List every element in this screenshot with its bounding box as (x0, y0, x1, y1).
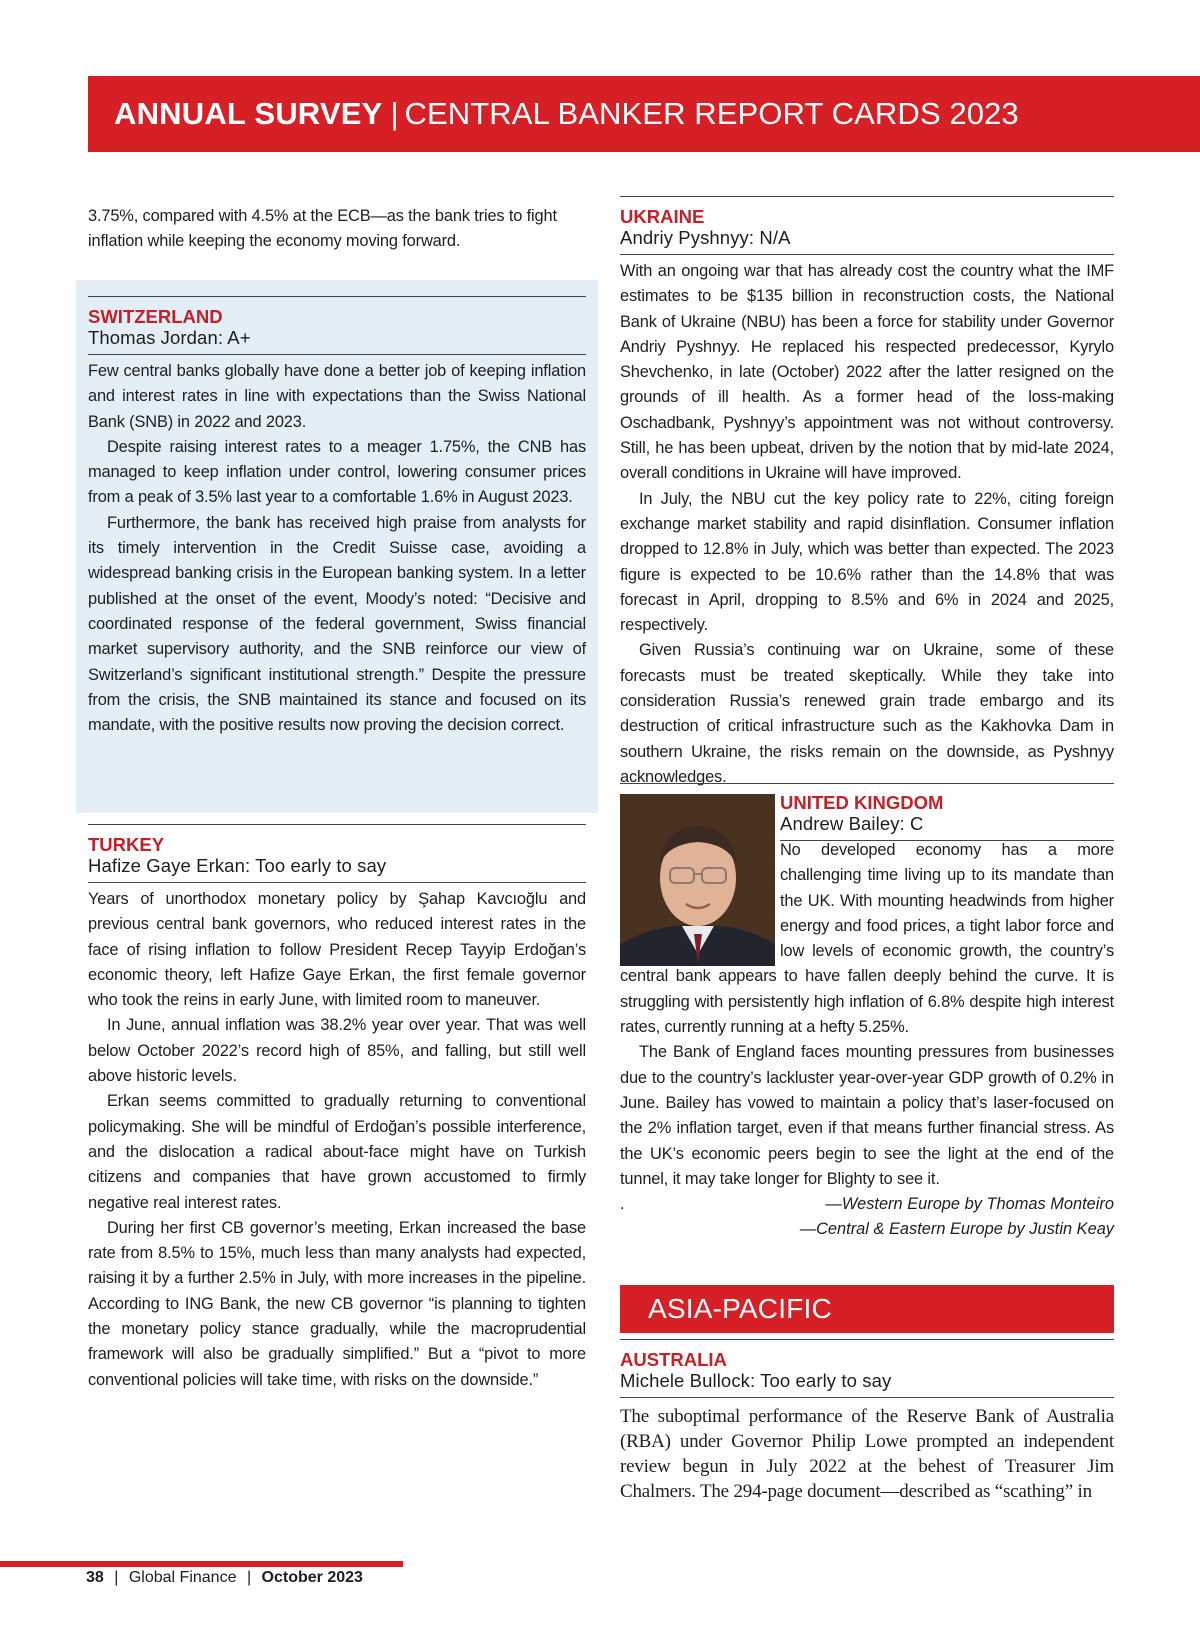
body-paragraph: In June, annual inflation was 38.2% year over year. That was well below October 2022’s record high of 85%, and falling, but still well above historic levels. (88, 1016, 586, 1086)
section-rule (620, 1339, 1114, 1340)
footer-separator: | (246, 1569, 252, 1586)
governor-grade: Andriy Pyshnyy: N/A (620, 227, 791, 248)
section-rule (88, 882, 586, 883)
intro-paragraph: 3.75%, compared with 4.5% at the ECB—as the bank tries to fight inflation while keeping the economy moving forward. (88, 207, 557, 251)
portrait-wrap-spacer (620, 838, 780, 964)
section-rule (620, 1397, 1114, 1398)
asia-pacific-heading: ASIA-PACIFIC (620, 1285, 1114, 1333)
footer-rule (0, 1561, 403, 1567)
body-paragraph: Given Russia’s continuing war on Ukraine, some of these forecasts must be treated skeptically. While they take into consideration Russia’s renewed grain trade embargo and its destruction of critical infrastructure such as the Kakhovka Dam in southern Ukraine, the risks remain on the downside, as Pyshnyy acknowledges. (620, 641, 1114, 786)
section-rule (88, 354, 586, 355)
body-paragraph: The suboptimal performance of the Reserve Bank of Australia (RBA) under Governor Philip Lowe prompted an independent review begun in July 2022 at the behest of Treasurer Jim Chalmers. The 294-page document—described as “scathing” in (620, 1406, 1114, 1502)
author-credits (620, 1192, 1114, 1243)
banner-subtitle: CENTRAL BANKER REPORT CARDS 2023 (404, 96, 1019, 131)
country-heading: UNITED KINGDOM (780, 792, 944, 813)
issue-date: October 2023 (261, 1569, 363, 1586)
uk-body (620, 838, 1114, 1243)
governor-grade: Thomas Jordan: A+ (88, 327, 251, 348)
country-heading: SWITZERLAND (88, 306, 223, 327)
body-paragraph: Erkan seems committed to gradually returning to conventional policymaking. She will be mindful of Erdoğan’s possible interference, and the dislocation a radical about-face might have on Turkish citizens and companies that have grown accustomed to firmly negative real interest rates. (88, 1092, 586, 1212)
section-rule (620, 196, 1114, 197)
banner-separator: | (390, 96, 399, 131)
publication-name: Global Finance (128, 1569, 237, 1586)
page-number: 38 (86, 1569, 104, 1586)
switzerland-section (88, 296, 586, 738)
credit-central-eastern-europe: —Central & Eastern Europe by Justin Keay (799, 1220, 1114, 1239)
header-banner (88, 76, 1200, 152)
credit-western-europe: —Western Europe by Thomas Monteiro (825, 1195, 1114, 1214)
section-rule (88, 824, 586, 825)
page-footer (86, 1568, 363, 1588)
body-paragraph: With an ongoing war that has already cost the country what the IMF estimates to be $135 billion in reconstruction costs, the National Bank of Ukraine (NBU) has been a force for stability under Governor Andriy Pyshnyy. He replaced his respected predecessor, Kyrylo Shevchenko, in late (October) 2022 after the latter resigned on the grounds of ill health. As a former head of the loss-making Oschadbank, Pyshnyy’s appointment was not without controversy. Still, he has been upbeat, driven by the notion that by mid-late 2024, overall conditions in Ukraine will have improved. (620, 262, 1114, 483)
body-paragraph: Furthermore, the bank has received high praise from analysts for its timely intervention in the Credit Suisse case, avoiding a widespread banking crisis in the European banking system. In a letter published at the onset of the event, Moody’s noted: “Decisive and coordinated response of the federal government, Swiss financial market supervisory authority, and the SNB reinforce our view of Switzerland’s significant institutional strength.” Despite the pressure from the crisis, the SNB maintained its stance and focused on its mandate, with the positive results now proving the decision correct. (88, 513, 586, 735)
body-paragraph: In July, the NBU cut the key policy rate to 22%, citing foreign exchange market stability and rapid disinflation. Consumer inflation dropped to 12.8% in July, which was better than expected. The 2023 figure is expected to be 10.6% rather than the 14.8% that was forecast in April, dropping to 8.5% and 6% in 2024 and 2025, respectively. (620, 489, 1114, 635)
footer-separator: | (114, 1569, 119, 1586)
australia-section (620, 1339, 1114, 1504)
section-rule (620, 783, 1114, 784)
body-paragraph: During her first CB governor’s meeting, Erkan increased the base rate from 8.5% to 15%, much less than many analysts had expected, raising it by a further 2.5% in July, with more increases in the pipeline. According to ING Bank, the new CB governor “is planning to tighten the monetary policy stance gradually, while the macroprudential framework will also be gradually simplified.” But a “pivot to more conventional policies will take time, with risks on the downside.” (88, 1218, 586, 1389)
banner-title: ANNUAL SURVEY (114, 96, 383, 131)
uk-top-rule (620, 783, 1114, 784)
body-paragraph: No developed economy has a more challenging time living up to its mandate than the UK. With mounting headwinds from higher energy and food prices, a tight labor force and low levels of economic growth, the country’s central bank appears to have fallen deeply behind the curve. It is struggling with persistently high inflation of 6.8% despite high interest rates, currently running at a hefty 5.25%. (620, 841, 1114, 1037)
governor-grade: Hafize Gaye Erkan: Too early to say (88, 855, 387, 876)
body-paragraph: Few central banks globally have done a better job of keeping inflation and interest rates in line with expectations than the Swiss National Bank (SNB) in 2022 and 2023. (88, 362, 586, 431)
governor-grade: Andrew Bailey: C (780, 813, 924, 834)
credit-dot: . (620, 1195, 625, 1214)
governor-grade: Michele Bullock: Too early to say (620, 1370, 892, 1391)
turkey-section (88, 824, 586, 1393)
country-heading: UKRAINE (620, 206, 705, 227)
body-paragraph: Despite raising interest rates to a meager 1.75%, the CNB has managed to keep inflation under control, lowering consumer prices from a peak of 3.5% last year to a comfortable 1.6% in August 2023. (88, 437, 586, 507)
ukraine-section (620, 196, 1114, 790)
country-heading: TURKEY (88, 834, 165, 855)
section-rule (620, 254, 1114, 255)
body-paragraph: Years of unorthodox monetary policy by Şahap Kavcıoğlu and previous central bank governors, who reduced interest rates in the face of rising inflation to follow President Recep Tayyip Erdoğan’s economic theory, left Hafize Gaye Erkan, the first female governor who took the reins in early June, with limited room to maneuver. (88, 890, 586, 1010)
left-intro (88, 204, 586, 255)
country-heading: AUSTRALIA (620, 1349, 727, 1370)
body-paragraph: The Bank of England faces mounting pressures from businesses due to the country’s lackluster year-over-year GDP growth of 0.2% in June. Bailey has vowed to maintain a policy that’s laser-focused on the 2% inflation target, even if that means further financial stress. As the UK’s economic peers begin to see the light at the end of the tunnel, it may take longer for Blighty to see it. (620, 1043, 1114, 1188)
section-rule (88, 296, 586, 297)
